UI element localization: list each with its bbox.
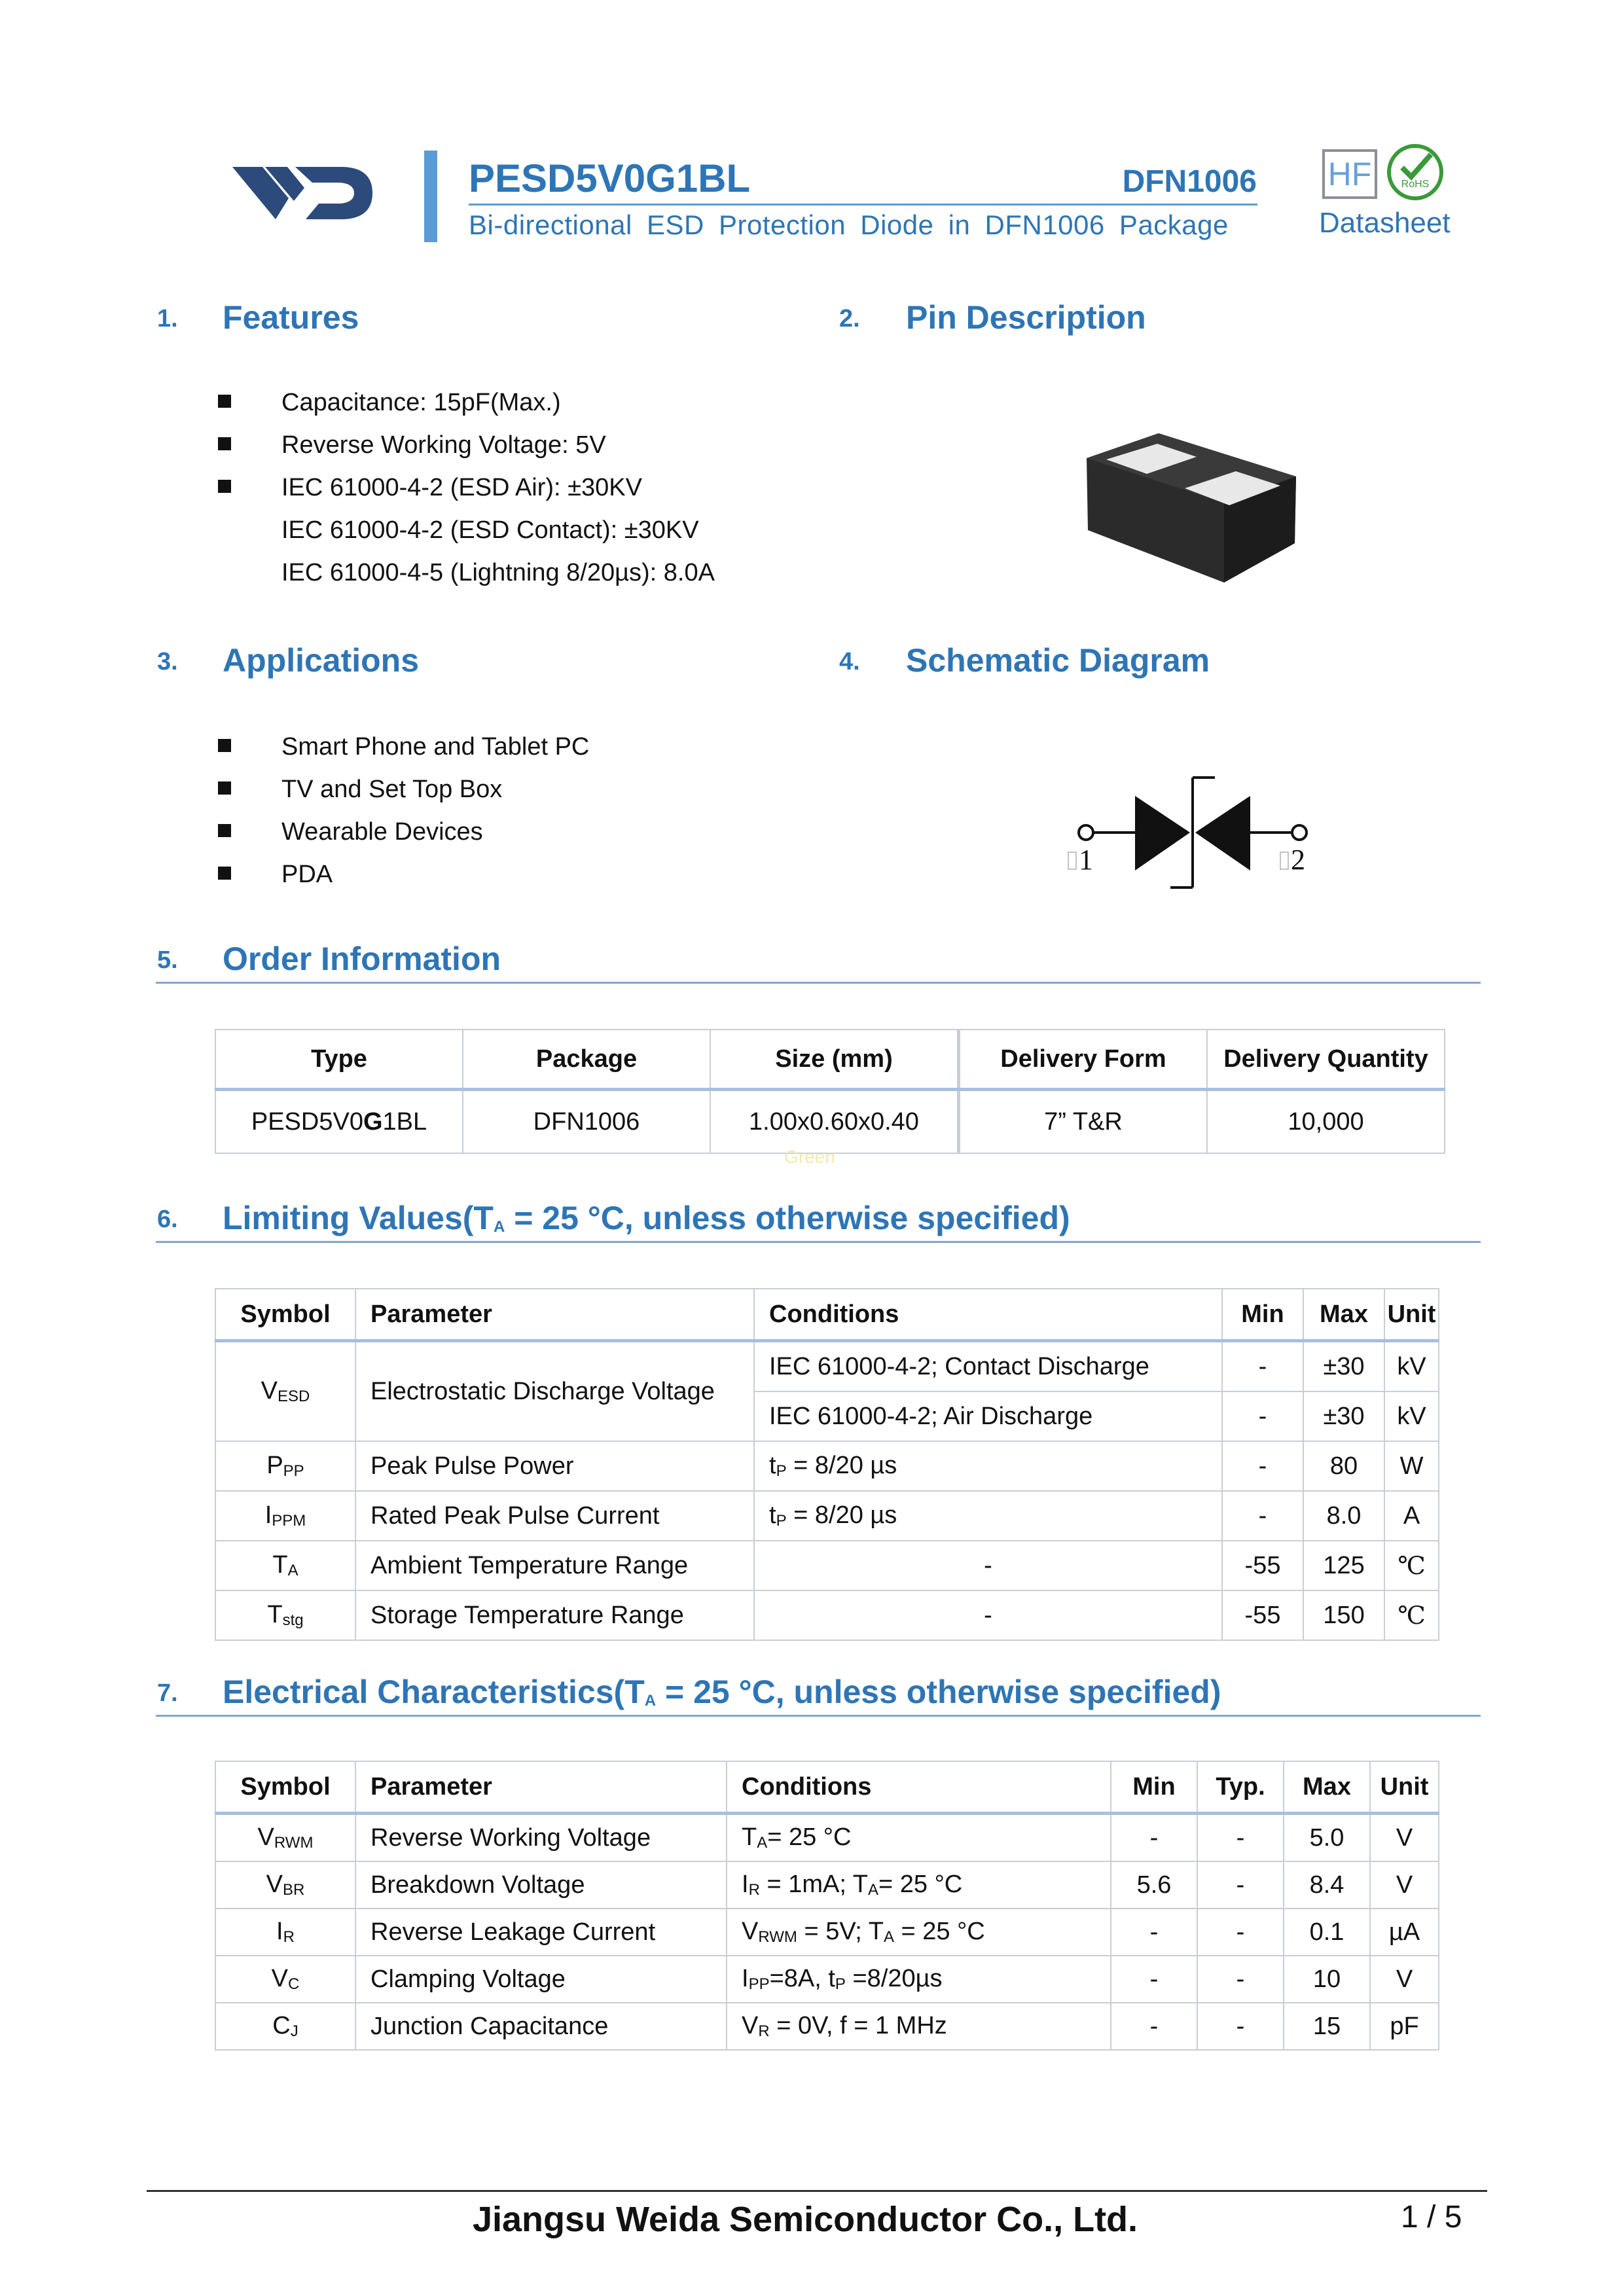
order-type-part: 1BL	[382, 1107, 427, 1136]
application-item: PDA	[281, 861, 333, 888]
section-number: 7.	[157, 1679, 178, 1707]
footer-divider	[147, 2190, 1487, 2192]
min-cell: -	[1111, 2003, 1197, 2050]
title-subscript: A	[493, 1218, 505, 1236]
feature-item: IEC 61000-4-2 (ESD Contact): ±30KV	[281, 516, 699, 544]
pin-2-label: 2	[1291, 844, 1305, 876]
column-header: Package	[463, 1030, 710, 1090]
max-cell: 10	[1284, 1956, 1370, 2003]
symbol-cell	[215, 1491, 355, 1541]
table-row	[215, 1909, 1439, 1956]
application-item: TV and Set Top Box	[281, 776, 503, 803]
table-row	[215, 1861, 1439, 1909]
feature-item: Reverse Working Voltage: 5V	[281, 431, 606, 459]
symbol-cell	[215, 1814, 355, 1862]
unit-cell: kV	[1384, 1391, 1439, 1441]
cond-part: t	[769, 1501, 776, 1529]
table-row	[215, 1341, 1439, 1392]
column-header: Max	[1284, 1761, 1370, 1814]
cond-subscript: P	[776, 1512, 787, 1530]
conditions-cell: -	[754, 1590, 1222, 1640]
table-row	[215, 1541, 1439, 1590]
parameter-cell: Reverse Leakage Current	[355, 1909, 727, 1956]
cond-part: = 8/20 µs	[786, 1501, 897, 1529]
parameter-cell: Ambient Temperature Range	[355, 1541, 754, 1590]
unit-cell: V	[1370, 1956, 1439, 2003]
cond-part: I	[742, 1965, 749, 1992]
pin-1-label: 1	[1079, 844, 1093, 876]
max-cell: 5.0	[1284, 1814, 1370, 1862]
unit-cell: ℃	[1384, 1541, 1439, 1590]
column-header: Symbol	[215, 1289, 355, 1341]
symbol-cell	[215, 1441, 355, 1491]
section-title-electrical	[223, 1673, 1221, 1711]
order-type-bold: G	[363, 1107, 383, 1136]
bullet-icon	[218, 437, 231, 450]
typ-cell: -	[1197, 2003, 1284, 2050]
typ-cell: -	[1197, 1909, 1284, 1956]
section-number: 4.	[839, 648, 860, 675]
conditions-cell	[727, 2003, 1111, 2050]
table-header-row	[215, 1761, 1439, 1814]
tvs-diode-schematic	[1060, 772, 1322, 900]
symbol-cell	[215, 1590, 355, 1640]
unit-cell: W	[1384, 1441, 1439, 1491]
column-header: Max	[1303, 1289, 1384, 1341]
parameter-cell: Junction Capacitance	[355, 2003, 727, 2050]
symbol: I	[264, 1501, 272, 1529]
section-number: 2.	[839, 305, 860, 332]
max-cell: 150	[1303, 1590, 1384, 1640]
column-header: Typ.	[1197, 1761, 1284, 1814]
min-cell: -	[1111, 1909, 1197, 1956]
symbol: I	[276, 1918, 283, 1945]
parameter-cell: Electrostatic Discharge Voltage	[355, 1341, 754, 1442]
unit-cell: V	[1370, 1861, 1439, 1909]
conditions-cell	[754, 1441, 1222, 1491]
symbol-subscript: ESD	[278, 1388, 310, 1405]
section-number: 6.	[157, 1206, 178, 1233]
cond-subscript: A	[868, 1881, 879, 1899]
section-title-features: Features	[223, 299, 359, 336]
section-title-limiting	[223, 1199, 1070, 1237]
symbol-subscript: R	[283, 1928, 295, 1946]
parameter-cell: Peak Pulse Power	[355, 1441, 754, 1491]
section-divider	[156, 1715, 1481, 1717]
column-header: Parameter	[355, 1761, 727, 1814]
column-header: Conditions	[754, 1289, 1222, 1341]
electrical-characteristics-table	[215, 1761, 1439, 2051]
ghost-watermark-text: Green	[784, 1147, 835, 1167]
feature-item: IEC 61000-4-5 (Lightning 8/20µs): 8.0A	[281, 559, 715, 586]
table-header-row	[215, 1289, 1439, 1341]
section-divider	[156, 982, 1481, 984]
min-cell: -	[1222, 1391, 1303, 1441]
max-cell: 0.1	[1284, 1909, 1370, 1956]
parameter-cell: Storage Temperature Range	[355, 1590, 754, 1640]
parameter-cell: Breakdown Voltage	[355, 1861, 727, 1909]
symbol-cell	[215, 1909, 355, 1956]
min-cell: -	[1111, 1956, 1197, 2003]
cond-part: = 5V; T	[797, 1918, 884, 1945]
cond-part: V	[742, 2012, 759, 2039]
cond-subscript: PP	[748, 1975, 770, 1993]
max-cell: 125	[1303, 1541, 1384, 1590]
table-header-row	[215, 1030, 1445, 1090]
min-cell: -	[1222, 1441, 1303, 1491]
column-header: Delivery Quantity	[1207, 1030, 1445, 1090]
order-type-part: PESD5V0	[251, 1107, 363, 1136]
unit-cell: V	[1370, 1814, 1439, 1862]
column-header: Type	[215, 1030, 463, 1090]
symbol-cell	[215, 1956, 355, 2003]
part-number-title: PESD5V0G1BL	[469, 156, 751, 200]
rohs-badge	[1382, 143, 1448, 202]
cond-subscript: R	[748, 1881, 760, 1899]
min-cell: -	[1111, 1814, 1197, 1862]
bullet-icon	[218, 781, 231, 795]
cond-part: I	[742, 1871, 749, 1898]
conditions-cell	[727, 1861, 1111, 1909]
rohs-text: RoHS	[1401, 179, 1430, 190]
section-title-applications: Applications	[223, 642, 420, 679]
symbol-subscript: C	[288, 1975, 300, 1993]
footer-company-name: Jiangsu Weida Semiconductor Co., Ltd.	[472, 2200, 1138, 2239]
bullet-icon	[218, 824, 231, 837]
cond-part: =8/20µs	[845, 1965, 943, 1992]
company-logo	[232, 160, 376, 226]
max-cell: ±30	[1303, 1391, 1384, 1441]
order-size-cell: 1.00x0.60x0.40	[710, 1090, 959, 1154]
parameter-cell: Reverse Working Voltage	[355, 1814, 727, 1862]
table-row	[215, 1090, 1445, 1154]
cond-part: V	[742, 1918, 759, 1945]
table-row	[215, 1814, 1439, 1862]
table-row	[215, 1956, 1439, 2003]
column-header: Conditions	[727, 1761, 1111, 1814]
unit-cell: kV	[1384, 1341, 1439, 1392]
application-item: Wearable Devices	[281, 818, 483, 846]
title-part: = 25 °C, unless otherwise specified)	[656, 1674, 1221, 1710]
min-cell: -	[1222, 1341, 1303, 1392]
order-table	[215, 1029, 1445, 1154]
table-row	[215, 1590, 1439, 1640]
cond-part: = 25 °C	[767, 1823, 852, 1851]
symbol-subscript: A	[287, 1562, 298, 1579]
cond-subscript: R	[758, 2022, 770, 2040]
conditions-cell	[727, 1909, 1111, 1956]
cond-part: = 25 °C	[878, 1871, 963, 1898]
bullet-icon	[218, 867, 231, 880]
limiting-values-table	[215, 1288, 1439, 1641]
cond-part: = 25 °C	[893, 1918, 985, 1945]
cond-part: = 1mA; T	[759, 1871, 868, 1898]
section-title-pin-description: Pin Description	[906, 299, 1146, 336]
column-header: Parameter	[355, 1289, 754, 1341]
section-divider	[156, 1241, 1481, 1243]
conditions-cell: IEC 61000-4-2; Air Discharge	[754, 1391, 1222, 1441]
typ-cell: -	[1197, 1814, 1284, 1862]
cond-subscript: P	[776, 1462, 787, 1480]
bullet-icon	[218, 480, 231, 493]
page-number: 1 / 5	[1401, 2200, 1462, 2234]
order-type-cell	[215, 1090, 463, 1154]
bullet-icon	[218, 395, 231, 408]
application-item: Smart Phone and Tablet PC	[281, 733, 590, 761]
conditions-cell: -	[754, 1541, 1222, 1590]
symbol: T	[272, 1551, 288, 1579]
section-title-order: Order Information	[223, 941, 501, 977]
parameter-cell: Clamping Voltage	[355, 1956, 727, 2003]
max-cell: 15	[1284, 2003, 1370, 2050]
symbol-subscript: RWM	[274, 1834, 314, 1852]
parameter-cell: Rated Peak Pulse Current	[355, 1491, 754, 1541]
column-header: Min	[1222, 1289, 1303, 1341]
symbol-subscript: PP	[283, 1462, 304, 1480]
cond-part: t	[769, 1452, 776, 1479]
unit-cell: ℃	[1384, 1590, 1439, 1640]
conditions-cell	[754, 1491, 1222, 1541]
symbol-cell	[215, 2003, 355, 2050]
feature-item: Capacitance: 15pF(Max.)	[281, 389, 561, 416]
order-package-cell: DFN1006	[463, 1090, 710, 1154]
section-title-schematic: Schematic Diagram	[906, 642, 1210, 679]
order-form-cell: 7” T&R	[959, 1090, 1208, 1154]
max-cell: 8.0	[1303, 1491, 1384, 1541]
symbol-subscript: BR	[283, 1881, 305, 1899]
cond-subscript: A	[883, 1928, 894, 1946]
symbol: V	[261, 1377, 278, 1405]
symbol: V	[257, 1823, 274, 1851]
symbol-cell	[215, 1861, 355, 1909]
symbol: P	[266, 1452, 283, 1479]
feature-item: IEC 61000-4-2 (ESD Air): ±30KV	[281, 474, 642, 501]
header-accent-bar	[424, 151, 437, 242]
symbol: T	[267, 1601, 283, 1628]
section-number: 1.	[157, 305, 178, 332]
symbol-cell	[215, 1341, 355, 1442]
unit-cell: A	[1384, 1491, 1439, 1541]
symbol: C	[272, 2012, 291, 2039]
title-part: Electrical Characteristics(T	[223, 1674, 645, 1710]
subtitle: Bi-directional ESD Protection Diode in DFN1006 Package	[469, 209, 1229, 240]
title-subscript: A	[644, 1692, 657, 1710]
min-cell: 5.6	[1111, 1861, 1197, 1909]
cond-subscript: RWM	[758, 1928, 797, 1946]
table-row	[215, 2003, 1439, 2050]
cond-part: = 8/20 µs	[786, 1452, 897, 1479]
column-header: Unit	[1384, 1289, 1439, 1341]
order-qty-cell: 10,000	[1207, 1090, 1445, 1154]
cond-subscript: P	[835, 1975, 846, 1993]
symbol-subscript: stg	[282, 1611, 304, 1629]
table-row	[215, 1441, 1439, 1491]
symbol-subscript: J	[290, 2022, 298, 2040]
column-header: Min	[1111, 1761, 1197, 1814]
conditions-cell	[727, 1956, 1111, 2003]
header-divider	[469, 204, 1257, 206]
section-number: 3.	[157, 648, 178, 675]
max-cell: 8.4	[1284, 1861, 1370, 1909]
column-header: Symbol	[215, 1761, 355, 1814]
min-cell: -	[1222, 1491, 1303, 1541]
typ-cell: -	[1197, 1956, 1284, 2003]
hf-badge: HF	[1322, 149, 1377, 199]
package-label: DFN1006	[1122, 164, 1257, 199]
unit-cell: pF	[1370, 2003, 1439, 2050]
cond-subscript: A	[757, 1834, 768, 1852]
doc-type-label: Datasheet	[1319, 207, 1451, 239]
max-cell: 80	[1303, 1441, 1384, 1491]
column-header: Unit	[1370, 1761, 1439, 1814]
symbol-subscript: PPM	[272, 1512, 306, 1530]
table-row	[215, 1491, 1439, 1541]
cond-part: T	[742, 1823, 757, 1851]
title-part: = 25 °C, unless otherwise specified)	[505, 1200, 1070, 1236]
cond-part: = 0V, f = 1 MHz	[769, 2012, 947, 2039]
conditions-cell	[727, 1814, 1111, 1862]
section-number: 5.	[157, 946, 178, 974]
title-part: Limiting Values(T	[223, 1200, 494, 1236]
unit-cell: µA	[1370, 1909, 1439, 1956]
typ-cell: -	[1197, 1861, 1284, 1909]
symbol: V	[266, 1871, 283, 1898]
symbol: V	[271, 1965, 288, 1992]
max-cell: ±30	[1303, 1341, 1384, 1392]
min-cell: -55	[1222, 1541, 1303, 1590]
column-header: Size (mm)	[710, 1030, 959, 1090]
cond-part: =8A, t	[769, 1965, 835, 1992]
min-cell: -55	[1222, 1590, 1303, 1640]
symbol-cell	[215, 1541, 355, 1590]
package-image	[1080, 425, 1303, 592]
bullet-icon	[218, 739, 231, 752]
conditions-cell: IEC 61000-4-2; Contact Discharge	[754, 1341, 1222, 1392]
column-header: Delivery Form	[959, 1030, 1208, 1090]
